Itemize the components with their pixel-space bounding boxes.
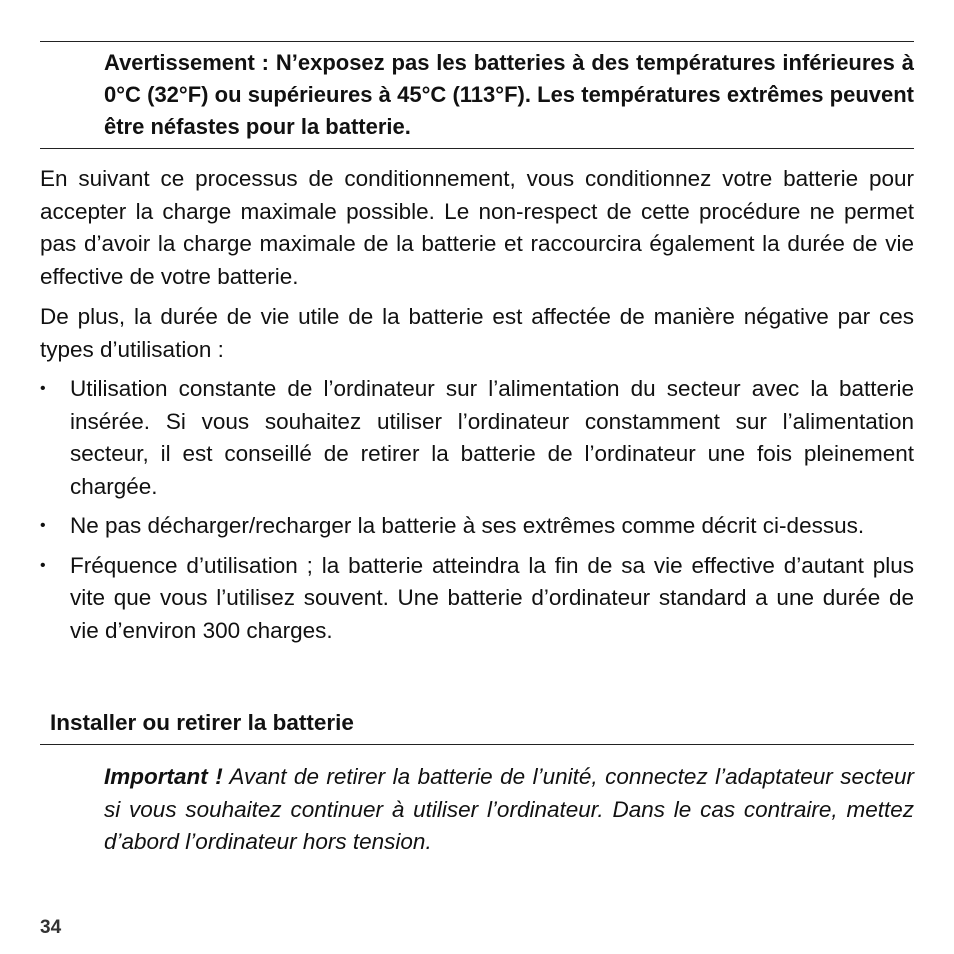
list-item [40,373,914,503]
paragraph-usage-intro: De plus, la durée de vie utile de la batterie est affectée de manière négative par ces types d’utilisation : [40,304,914,362]
warning-bottom-rule [40,148,914,149]
list-item [40,550,914,648]
bullet-icon: • [40,517,46,534]
bullet-icon: • [40,380,46,397]
paragraph-conditioning: En suivant ce processus de conditionnement, vous conditionnez votre batterie pour accepter la charge maximale possible. Le non-respect de cette procédure ne permet pas d’avoir la charge maximale de la batterie et raccourcira également la durée de vie effective de votre batterie. [40,166,914,289]
warning-note: Avertissement : N’exposez pas les batteries à des températures inférieures à 0°C (32°F) ou supérieures à 45°C (113°F). Les températures extrêmes peuvent être néfastes pour la batterie. [104,50,914,139]
section-heading-rule [40,744,914,745]
important-note [104,761,914,859]
list-item-text: Ne pas décharger/recharger la batterie à ses extrêmes comme décrit ci-dessus. [70,513,865,538]
bullet-icon: • [40,556,46,574]
section-heading: Installer ou retirer la batterie [50,710,354,735]
list-item-text: Fréquence d’utilisation ; la batterie atteindra la fin de sa vie effective d’autant plus vite que vous l’utilisez souvent. Une batterie d’ordinateur standard a une durée de vie d’environ 300 charges. [70,552,914,643]
warning-top-rule [40,41,914,42]
usage-bullet-list [40,373,914,654]
important-text: Avant de retirer la batterie de l’unité, connectez l’adaptateur secteur si vous souhaitez continuer à utiliser l’ordinateur. Dans le cas contraire, mettez d’abord l’ordinateur hors tension. [104,764,914,854]
important-label: Important ! [104,764,223,789]
list-item-text: Utilisation constante de l’ordinateur sur l’alimentation du secteur avec la batterie insérée. Si vous souhaitez utiliser l’ordinateur constamment sur l’alimentation secteur, il est conseillé de retirer la batterie de l’ordinateur une fois pleinement chargée. [70,376,914,499]
list-item [40,510,914,543]
page-number: 34 [40,917,62,938]
